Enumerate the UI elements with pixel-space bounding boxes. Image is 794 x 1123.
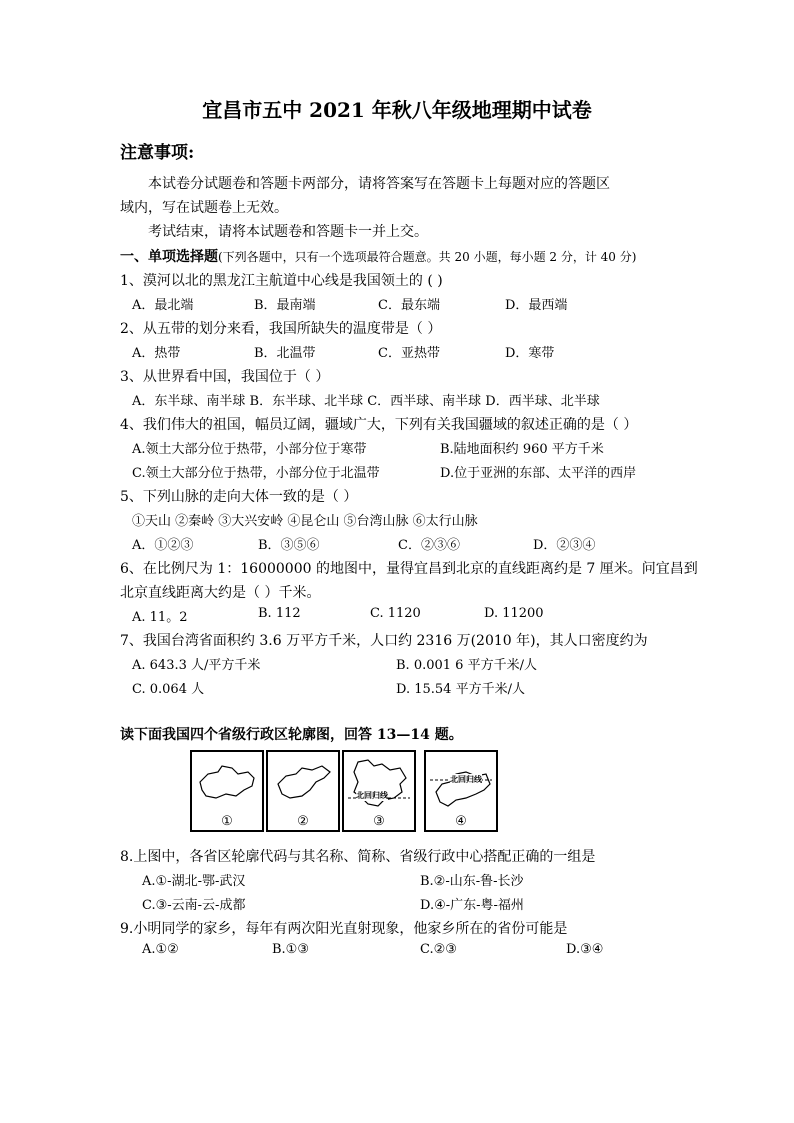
- q3-options: A．东半球、南半球 B．东半球、北半球 C．西半球、南半球 D．西半球、北半球: [132, 394, 600, 409]
- q8-option-b: B.②-山东-鲁-长沙: [420, 874, 524, 889]
- question-9-stem: 9.小明同学的家乡，每年有两次阳光直射现象，他家乡所在的省份可能是: [120, 921, 568, 937]
- map-box-4: [424, 750, 498, 832]
- map-box-3: [342, 750, 416, 832]
- map-intro: 读下面我国四个省级行政区轮廓图，回答 13—14 题。: [120, 727, 463, 743]
- q2-option-d: D．寒带: [505, 346, 555, 361]
- question-6-stem-line1: 6、在比例尺为 1：16000000 的地图中，量得宜昌到北京的直线距离约是 7 厘米。问宜昌到: [120, 561, 698, 577]
- tropic-of-cancer-label-4: 北回归线: [450, 774, 482, 784]
- q2-option-b: B．北温带: [254, 346, 316, 361]
- map-number-3: ③: [373, 814, 385, 829]
- q5-option-a: A．①②③: [132, 538, 194, 553]
- map-box-1: [190, 750, 264, 832]
- q1-option-b: B．最南端: [254, 298, 316, 313]
- map-box-2: [266, 750, 340, 832]
- q6-option-b: B. 112: [258, 606, 301, 621]
- section-heading: [120, 246, 636, 266]
- q9-option-b: B.①③: [272, 942, 309, 957]
- q9-option-d: D.③④: [566, 942, 604, 957]
- question-6-stem-line2: 北京直线距离大约是（ ）千米。: [120, 585, 321, 601]
- q8-option-d: D.④-广东-粤-福州: [420, 898, 524, 913]
- q5-option-c: C．②③⑥: [398, 538, 460, 553]
- map-number-4: ④: [455, 814, 467, 829]
- q5-option-b: B．③⑤⑥: [258, 538, 320, 553]
- q6-option-a: A. 11。2: [132, 610, 188, 625]
- section-title: 一、单项选择题: [120, 249, 218, 265]
- q1-option-d: D．最西端: [505, 298, 568, 313]
- q6-option-d: D. 11200: [484, 606, 544, 621]
- question-7-stem: 7、我国台湾省面积约 3.6 万平方千米，人口约 2316 万(2010 年)，其人口密度约为: [120, 633, 648, 649]
- q4-option-c: C.领土大部分位于热带，小部分位于北温带: [132, 466, 380, 481]
- question-8-stem: 8.上图中，各省区轮廓代码与其名称、简称、省级行政中心搭配正确的一组是: [120, 849, 596, 865]
- notice-paragraph-1a: 本试卷分试题卷和答题卡两部分，请将答案写在答题卡上每题对应的答题区: [148, 176, 610, 192]
- q5-mountain-list: ①天山 ②秦岭 ③大兴安岭 ④昆仑山 ⑤台湾山脉 ⑥太行山脉: [132, 514, 478, 529]
- q7-option-a: A. 643.3 人/平方千米: [132, 658, 261, 673]
- q4-option-d: D.位于亚洲的东部、太平洋的西岸: [440, 466, 637, 481]
- q4-option-b: B.陆地面积约 960 平方千米: [440, 442, 604, 457]
- notice-heading: 注意事项:: [120, 143, 195, 163]
- q7-option-d: D. 15.54 平方千米/人: [396, 682, 525, 697]
- q4-option-a: A.领土大部分位于热带，小部分位于寒带: [132, 442, 367, 457]
- q7-option-c: C. 0.064 人: [132, 682, 205, 697]
- question-4-stem: 4、我们伟大的祖国，幅员辽阔，疆域广大，下列有关我国疆域的叙述正确的是（ ）: [120, 417, 638, 433]
- q2-option-a: A．热带: [132, 346, 181, 361]
- tropic-of-cancer-label-3: 北回归线: [356, 790, 388, 800]
- map-number-1: ①: [221, 814, 233, 829]
- q1-option-c: C．最东端: [378, 298, 440, 313]
- notice-paragraph-1b: 域内，写在试题卷上无效。: [120, 200, 288, 216]
- q6-option-c: C. 1120: [370, 606, 421, 621]
- question-5-stem: 5、下列山脉的走向大体一致的是（ ）: [120, 489, 358, 505]
- q8-option-c: C.③-云南-云-成都: [142, 898, 246, 913]
- q9-option-c: C.②③: [420, 942, 457, 957]
- question-1-stem: 1、漠河以北的黑龙江主航道中心线是我国领土的 ( ): [120, 273, 443, 289]
- q2-option-c: C．亚热带: [378, 346, 440, 361]
- q9-option-a: A.①②: [142, 942, 179, 957]
- section-note: (下列各题中，只有一个选项最符合题意。共 20 小题，每小题 2 分，计 40 分): [218, 250, 637, 264]
- map-number-2: ②: [297, 814, 309, 829]
- notice-paragraph-2: 考试结束，请将本试题卷和答题卡一并上交。: [148, 224, 428, 240]
- q5-option-d: D．②③④: [533, 538, 596, 553]
- q8-option-a: A.①-湖北-鄂-武汉: [142, 874, 246, 889]
- question-2-stem: 2、从五带的划分来看，我国所缺失的温度带是（ ）: [120, 321, 442, 337]
- question-3-stem: 3、从世界看中国，我国位于（ ）: [120, 369, 330, 385]
- exam-title: 宜昌市五中 2021 年秋八年级地理期中试卷: [202, 98, 592, 122]
- q7-option-b: B. 0.001 6 平方千米/人: [396, 658, 537, 673]
- q1-option-a: A．最北端: [132, 298, 194, 313]
